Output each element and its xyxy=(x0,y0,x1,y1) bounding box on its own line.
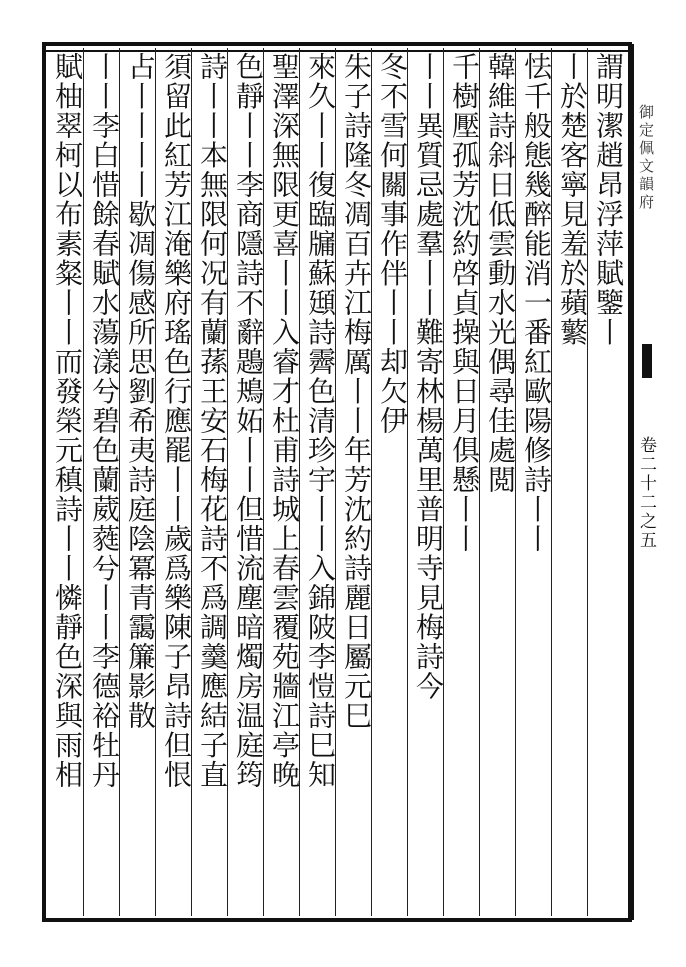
text-column xyxy=(479,48,520,916)
text-column xyxy=(407,48,448,916)
column-text: 丨丨異質忌處羣丨丨難寄林楊萬里普明寺見梅詩今 xyxy=(412,52,445,701)
text-column xyxy=(47,48,88,916)
column-text: 千樹壓孤芳沈約啓貞操與日月俱懸丨丨 xyxy=(448,52,481,554)
margin-book-title: 御定佩文韻府 xyxy=(637,104,655,212)
text-column xyxy=(371,48,412,916)
text-column xyxy=(83,48,124,916)
page-edge-margin xyxy=(632,44,658,920)
text-columns xyxy=(46,48,628,916)
column-text: 詩丨丨本無限何况有蘭蓀王安石梅花詩不爲調羹應結子直 xyxy=(196,52,229,790)
text-column xyxy=(119,48,160,916)
text-column xyxy=(299,48,340,916)
fish-tail-mark xyxy=(642,344,652,378)
text-column xyxy=(551,48,592,916)
column-text: 朱子詩隆冬凋百卉江梅厲丨丨年芳沈約詩麗日屬元巳 xyxy=(340,52,373,731)
text-column xyxy=(587,48,628,916)
text-column xyxy=(335,48,376,916)
column-text: 來久丨丨復臨牖蘇頲詩霽色清珍宇丨丨入錦陂李愷詩巳知 xyxy=(304,52,337,790)
column-text: 聖澤深無限更喜丨丨入睿才杜甫詩城上春雲覆苑牆江亭晚 xyxy=(268,52,301,790)
margin-volume-label: 卷二十二之五 xyxy=(636,436,656,550)
column-text: 怯千般態幾醉能消一番紅歐陽修詩丨丨 xyxy=(520,52,553,554)
text-column xyxy=(443,48,484,916)
text-column xyxy=(227,48,268,916)
text-column xyxy=(515,48,556,916)
column-text: 須留此紅芳江淹樂府瑤色行應罷丨丨歲爲樂陳子昂詩但恨 xyxy=(160,52,193,790)
column-text: 占丨丨丨丨歇凋傷感所思劉希夷詩庭陰冪青靄簾影散 xyxy=(124,52,157,731)
column-text: 賦柚翠柯以布素粲丨丨而發榮元稹詩丨丨憐靜色深與雨相 xyxy=(51,52,84,790)
text-column xyxy=(191,48,232,916)
text-column xyxy=(263,48,304,916)
text-column xyxy=(155,48,196,916)
column-text: 謂明潔趙昂浮萍賦鑒丨 xyxy=(592,52,625,347)
column-text: 韓維詩斜日低雲動水光偶尋佳處閲 xyxy=(484,52,517,495)
column-text: 冬不雪何關事作伴丨丨却欠伊 xyxy=(376,52,409,436)
column-text: 色靜丨丨李商隱詩不辭鶗鴂妬丨丨但惜流塵暗燭房温庭筠 xyxy=(232,52,265,790)
column-text: 丨於楚客寧見羞於蘋蘩 xyxy=(556,52,589,347)
column-text: 丨丨李白惜餘春賦水蕩漾兮碧色蘭葳蕤兮丨丨李德裕牡丹 xyxy=(88,52,121,790)
